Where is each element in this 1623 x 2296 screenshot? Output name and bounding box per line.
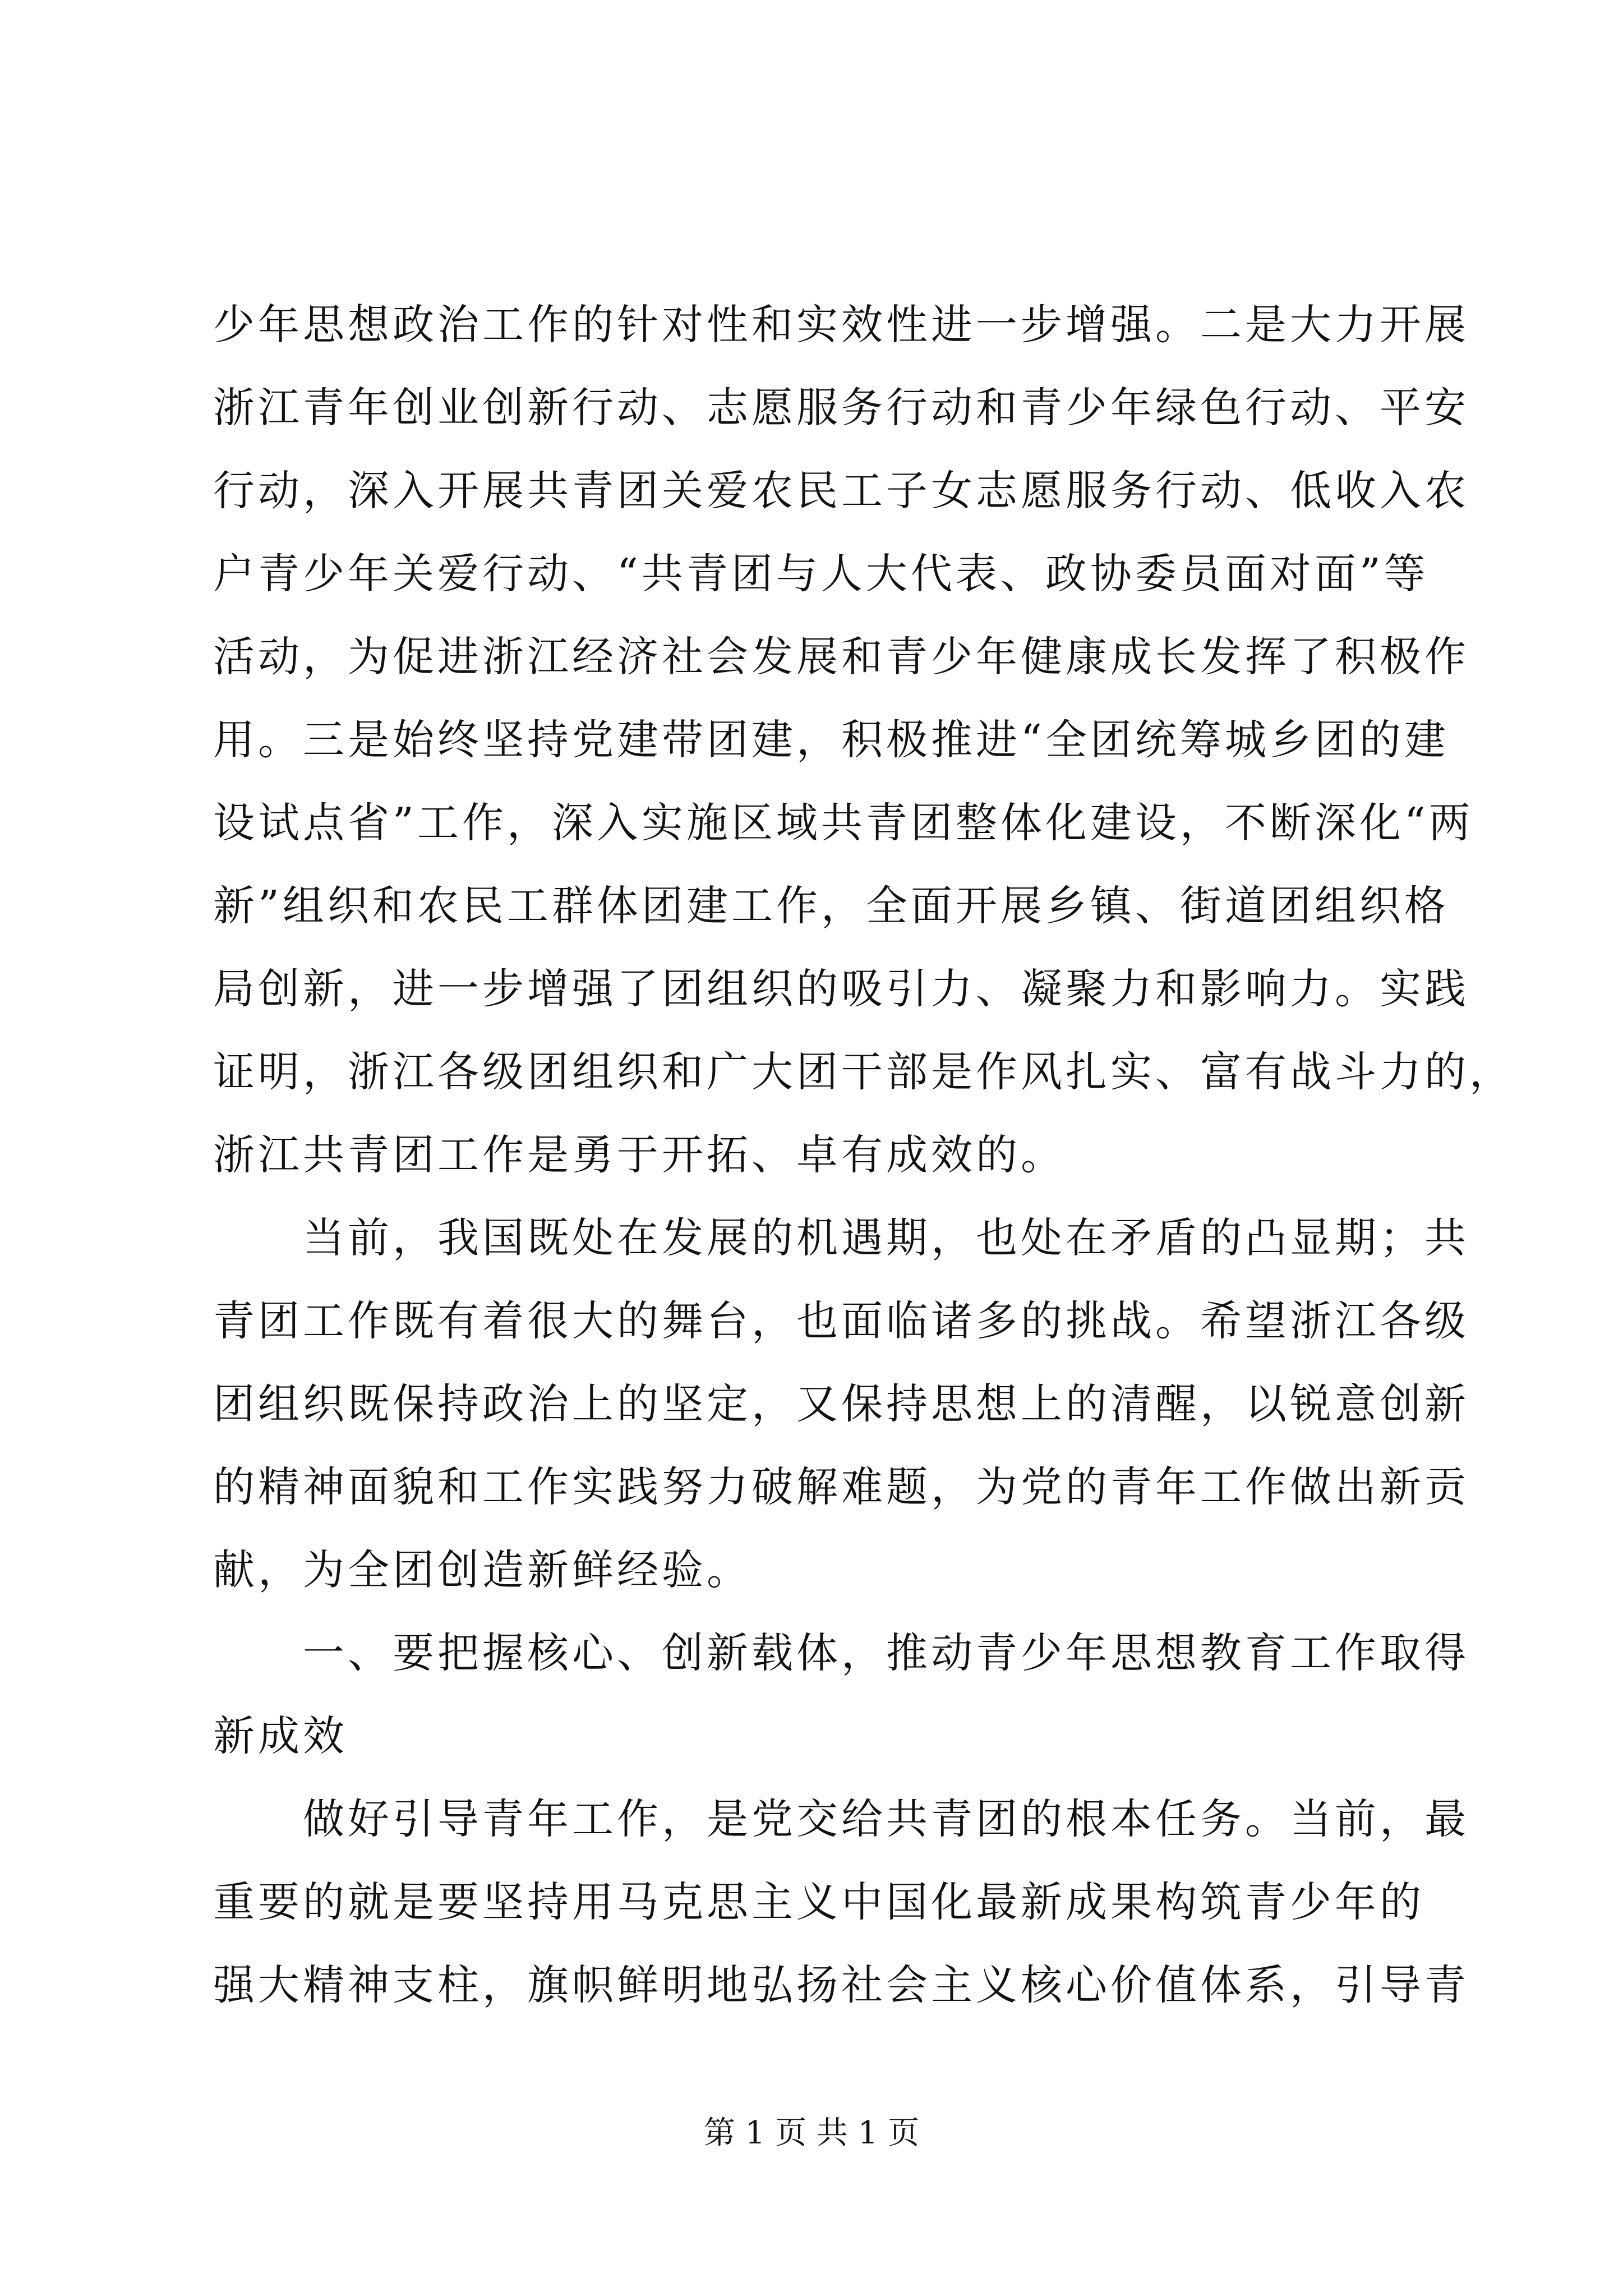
text-line: 浙江共青团工作是勇于开拓、卓有成效的。 [213,1131,1066,1179]
section-heading-line: 新成效 [213,1712,348,1760]
text-line: 团组织既保持政治上的坚定，又保持思想上的清醒，以锐意创新 [213,1380,1469,1428]
text-line: 用。三是始终坚持党建带团建，积极推进“全团统筹城乡团的建 [213,716,1449,764]
text-line: 新”组织和农民工群体团建工作，全面开展乡镇、街道团组织格 [213,882,1449,930]
text-line: 重要的就是要坚持用马克思主义中国化最新成果构筑青少年的 [213,1878,1424,1926]
text-line: 设试点省”工作，深入实施区域共青团整体化建设，不断深化“两 [213,799,1474,847]
text-line: 做好引导青年工作，是党交给共青团的根本任务。当前，最 [303,1795,1469,1843]
text-line: 浙江青年创业创新行动、志愿服务行动和青少年绿色行动、平安 [213,384,1469,432]
text-line: 证明，浙江各级团组织和广大团干部是作风扎实、富有战斗力的， [213,1048,1514,1096]
text-line: 青团工作既有着很大的舞台，也面临诸多的挑战。希望浙江各级 [213,1297,1469,1345]
text-line: 献，为全团创造新鲜经验。 [213,1546,751,1594]
text-line: 当前，我国既处在发展的机遇期，也处在矛盾的凸显期；共 [303,1214,1469,1262]
text-line: 少年思想政治工作的针对性和实效性进一步增强。二是大力开展 [213,301,1469,349]
text-line: 的精神面貌和工作实践努力破解难题，为党的青年工作做出新贡 [213,1463,1469,1511]
text-line: 局创新，进一步增强了团组织的吸引力、凝聚力和影响力。实践 [213,965,1469,1013]
text-line: 行动，深入开展共青团关爱农民工子女志愿服务行动、低收入农 [213,467,1469,515]
text-line: 活动，为促进浙江经济社会发展和青少年健康成长发挥了积极作 [213,633,1469,681]
text-line: 强大精神支柱，旗帜鲜明地弘扬社会主义核心价值体系，引导青 [213,1961,1469,2009]
text-line: 户青少年关爱行动、“共青团与人大代表、政协委员面对面”等 [213,550,1429,598]
document-body [213,283,1514,2027]
section-heading-line: 一、要把握核心、创新载体，推动青少年思想教育工作取得 [303,1629,1469,1677]
page-footer: 第 1 页 共 1 页 [703,2115,920,2151]
